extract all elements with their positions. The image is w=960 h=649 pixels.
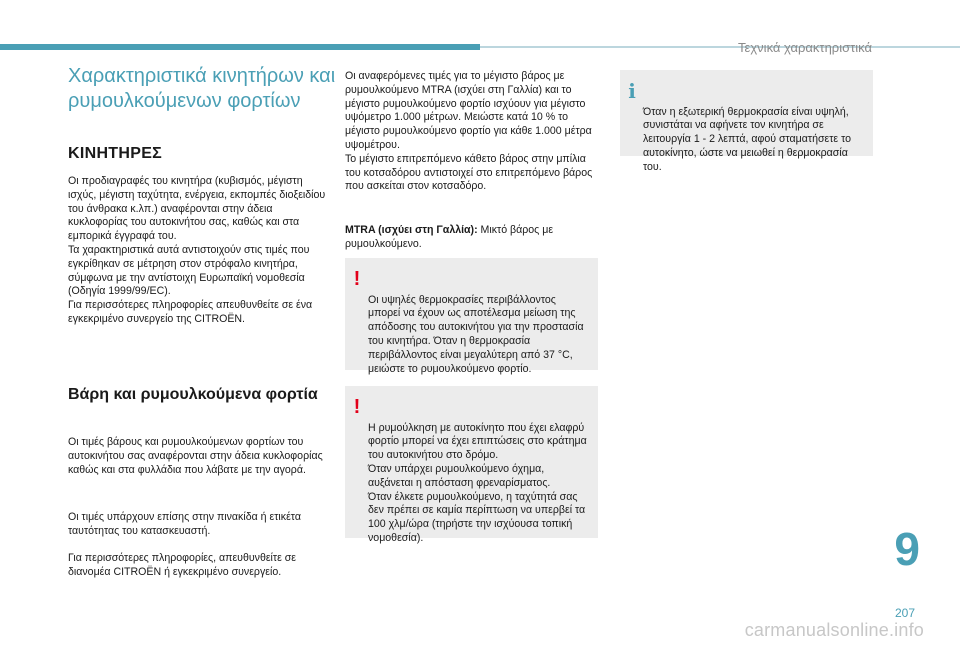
info-note-text: Όταν η εξωτερική θερμοκρασία είναι υψηλή, συνιστάται να αφήνετε τον κινητήρα σε λειτουργία 1 - 2 λεπτά, αφού σταματήσετε το αυτοκίνητο, ώστε να μειωθεί η θερμοκρασία του.	[643, 105, 852, 173]
page-number: 207	[894, 606, 915, 620]
warning-note-text: Η ρυμούλκηση με αυτοκίνητο που έχει ελαφρύ φορτίο μπορεί να έχει επιπτώσεις στο κράτημα του αυτοκινήτου στο δρόμο. Όταν υπάρχει ρυμουλκούμενο όχημα, αυξάνεται η απόσταση φρεναρίσματος. Όταν έλκετε ρυμουλκούμενο, η ταχύτητά σας δεν πρέπει σε καμία περίπτωση να υπερβεί τα 100 χλμ/ώρα (τηρήστε την ισχύουσα τοπική νομοθεσία).	[368, 421, 587, 544]
mtra-text: Μικτό βάρος με ρυμουλκούμενο.	[345, 224, 554, 250]
engines-paragraph: Οι προδιαγραφές του κινητήρα (κυβισμός, μέγιστη ισχύς, μέγιστη ταχύτητα, ενέργεια, εκπομπές διοξειδίου του άνθρακα κ.λπ.) αναφέρονται στην άδεια κυκλοφορίας του αυτοκινήτου σας, καθώς και στα εμπορικά έγγραφά του. Τα χαρακτηριστικά αυτά αντιστοιχούν στις τιμές που εγκρίθηκαν σε μέτρηση στον στρόφαλο κινητήρα, σύμφωνα με την αντίστοιχη Ευρωπαϊκή νομοθεσία (Οδηγία 1999/99/EC). Για περισσότερες πληροφορίες απευθυνθείτε σε ένα εγκεκριμένο συνεργείο της CITROËN.	[68, 175, 326, 325]
mtra-paragraph: Οι αναφερόμενες τιμές για το μέγιστο βάρος με ρυμουλκούμενο MTRA (ισχύει στη Γαλλία) και το μέγιστο ρυμουλκούμενο φορτίο ισχύουν για μέγιστο υψόμετρο 1.000 μέτρων. Μειώστε κατά 10 % το μέγιστο ρυμουλκούμενο φορτίο για κάθε 1.000 μέτρα υψομέτρου. Το μέγιστο επιτρεπόμενο κάθετο βάρος στην μπίλια του κοτσαδόρου αντιστοιχεί στο επιτρεπόμενο βάρος που ασκείται στον κοτσαδόρο.	[345, 70, 593, 193]
loads-paragraph-3: Για περισσότερες πληροφορίες, απευθυνθείτε σε διανομέα CITROËN ή εγκεκριμένο συνεργείο.	[68, 552, 297, 578]
chapter-number: 9	[894, 523, 920, 575]
warning-note-towing	[345, 386, 598, 544]
mtra-label: MTRA (ισχύει στη Γαλλία):	[345, 224, 478, 236]
warning-note-temperature	[345, 258, 598, 375]
loads-paragraph-1: Οι τιμές βάρους και ρυμουλκούμενων φορτίων του αυτοκινήτου σας αναφέρονται στην άδεια κυκλοφορίας καθώς και στα φυλλάδια που λάβατε με την αγορά.	[68, 436, 323, 476]
engines-heading: ΚΙΝΗΤΗΡΕΣ	[68, 145, 163, 162]
mtra-definition	[345, 224, 600, 252]
info-icon: i	[628, 79, 636, 103]
info-note-engine-cooling	[620, 70, 873, 173]
loads-paragraph-2: Οι τιμές υπάρχουν επίσης στην πινακίδα ή ετικέτα ταυτότητας του κατασκευαστή.	[68, 511, 301, 537]
header-rule	[480, 46, 960, 48]
loads-heading: Βάρη και ρυμουλκούμενα φορτία	[68, 386, 318, 403]
warning-note-text: Οι υψηλές θερμοκρασίες περιβάλλοντος μπορεί να έχουν ως αποτέλεσμα μείωση της απόδοσης του αυτοκινήτου για την προστασία του κινητήρα. Όταν η θερμοκρασία περιβάλλοντος είναι μεγαλύτερη από 37 °C, μειώστε το ρυμουλκούμενο φορτίο.	[368, 293, 584, 375]
warning-icon: !	[353, 396, 361, 418]
watermark: carmanualsonline.info	[744, 620, 924, 640]
header-accent-bar	[0, 44, 480, 50]
page-title: Χαρακτηριστικά κινητήρων και ρυμουλκούμενων φορτίων	[68, 65, 336, 112]
section-header: Τεχνικά χαρακτηριστικά	[738, 40, 872, 55]
warning-icon: !	[353, 268, 361, 290]
